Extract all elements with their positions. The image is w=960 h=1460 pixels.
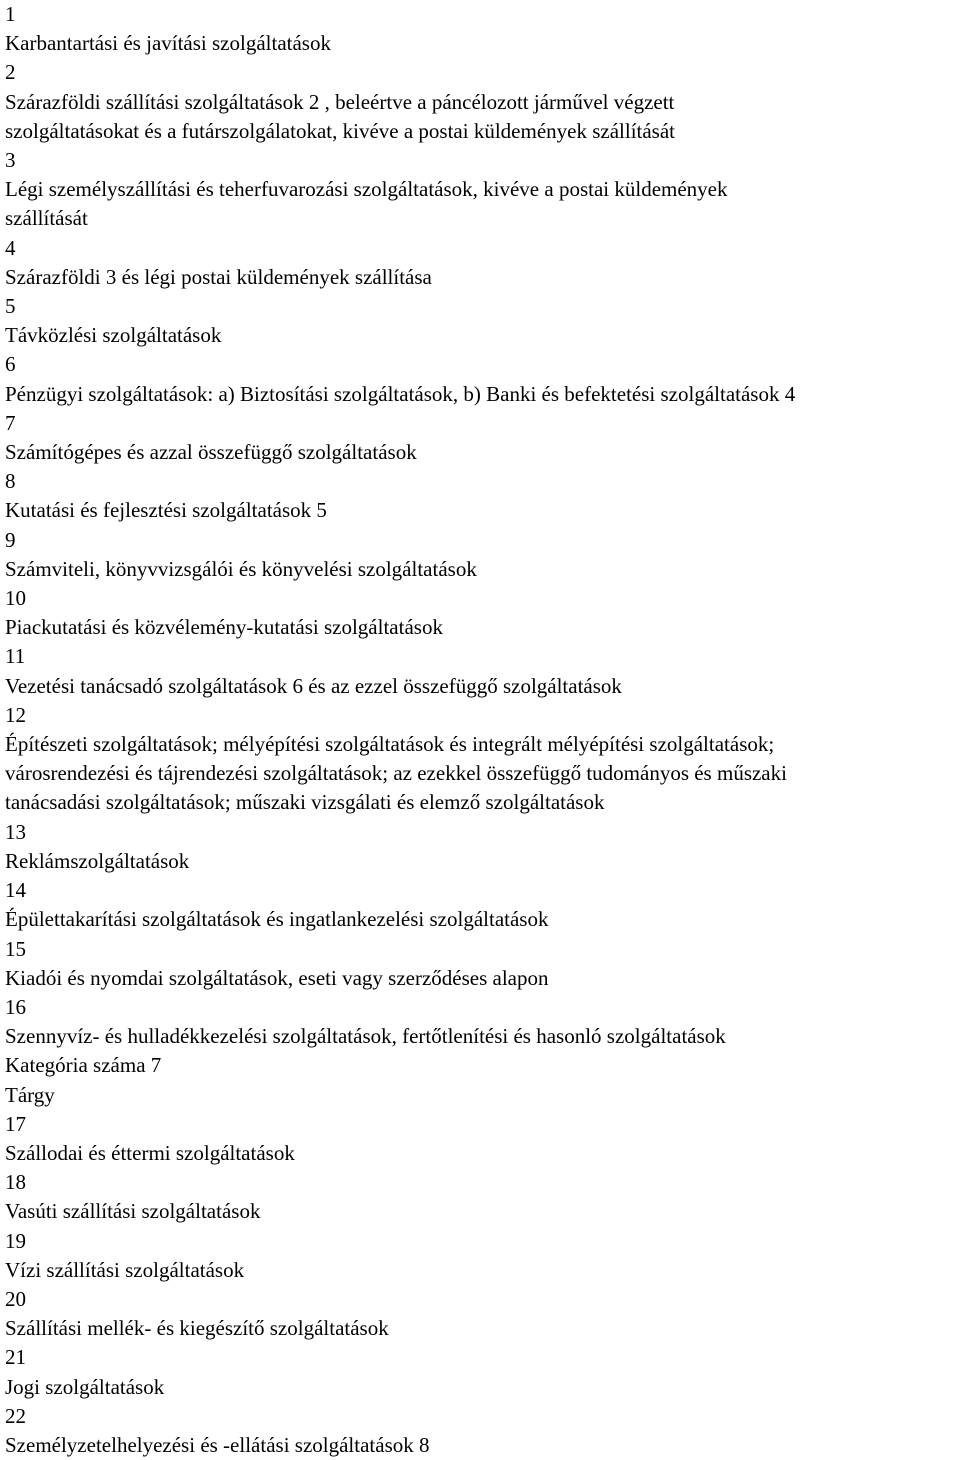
- item-text: Számítógépes és azzal összefüggő szolgáltatások: [5, 440, 417, 465]
- item-number: 17: [5, 1111, 26, 1136]
- list-item: [5, 1227, 960, 1285]
- list-item: [5, 584, 960, 642]
- item-text: városrendezési és tájrendezési szolgáltatások; az ezekkel összefüggő tudományos és műszaki: [5, 761, 787, 786]
- item-number: 8: [5, 469, 16, 494]
- list-item: [5, 701, 960, 818]
- item-text: Szállodai és éttermi szolgáltatások: [5, 1140, 295, 1165]
- item-number: 10: [5, 586, 26, 611]
- list-item: [5, 1110, 960, 1168]
- item-text: tanácsadási szolgáltatások; műszaki vizsgálati és elemző szolgáltatások: [5, 790, 605, 815]
- list-item: [5, 993, 960, 1051]
- item-number: 15: [5, 936, 26, 961]
- list-item: [5, 1285, 960, 1343]
- item-number: 7: [5, 410, 16, 435]
- item-number: 1: [5, 2, 16, 26]
- list-item: [5, 292, 960, 350]
- item-text: Távközlési szolgáltatások: [5, 323, 222, 348]
- category-number-label: Kategória száma 7: [5, 1053, 162, 1078]
- list-item: [5, 350, 960, 408]
- item-text: Piackutatási és közvélemény-kutatási szolgáltatások: [5, 615, 443, 640]
- service-category-list: [5, 0, 960, 1051]
- item-text: Szárazföldi szállítási szolgáltatások 2 , beleértve a páncélozott járművel végzett: [5, 89, 675, 114]
- item-number: 12: [5, 702, 26, 727]
- item-text: Épülettakarítási szolgáltatások és ingatlankezelési szolgáltatások: [5, 907, 549, 932]
- item-text: Reklámszolgáltatások: [5, 848, 190, 873]
- item-number: 11: [5, 644, 26, 669]
- item-number: 16: [5, 994, 26, 1019]
- item-number: 5: [5, 294, 16, 319]
- list-item: [5, 1343, 960, 1401]
- list-item: [5, 467, 960, 525]
- item-number: 4: [5, 235, 16, 260]
- list-item: [5, 58, 960, 146]
- category-header: [5, 1051, 960, 1109]
- item-number: 22: [5, 1403, 26, 1428]
- item-text: szállítását: [5, 206, 88, 231]
- item-number: 3: [5, 148, 16, 173]
- subject-label: Tárgy: [5, 1082, 55, 1107]
- item-number: 2: [5, 60, 16, 85]
- list-item: [5, 1402, 960, 1460]
- item-text: Karbantartási és javítási szolgáltatások: [5, 31, 331, 56]
- item-text: Építészeti szolgáltatások; mélyépítési szolgáltatások és integrált mélyépítési szolgáltatások;: [5, 732, 775, 757]
- item-text: Vízi szállítási szolgáltatások: [5, 1257, 245, 1282]
- item-text: Kiadói és nyomdai szolgáltatások, eseti vagy szerződéses alapon: [5, 965, 549, 990]
- item-text: Szennyvíz- és hulladékkezelési szolgáltatások, fertőtlenítési és hasonló szolgáltatások: [5, 1024, 726, 1049]
- item-number: 21: [5, 1345, 26, 1370]
- list-item: [5, 409, 960, 467]
- item-number: 19: [5, 1228, 26, 1253]
- list-item: [5, 0, 960, 58]
- list-item: [5, 234, 960, 292]
- item-text: Személyzetelhelyezési és -ellátási szolgáltatások 8: [5, 1432, 430, 1457]
- item-text: Jogi szolgáltatások: [5, 1374, 165, 1399]
- list-item: [5, 818, 960, 876]
- item-text: Számviteli, könyvvizsgálói és könyvelési szolgáltatások: [5, 556, 477, 581]
- item-text: Pénzügyi szolgáltatások: a) Biztosítási szolgáltatások, b) Banki és befektetési szolgáltatások 4: [5, 381, 796, 406]
- item-text: Szállítási mellék- és kiegészítő szolgáltatások: [5, 1316, 389, 1341]
- list-item: [5, 146, 960, 234]
- item-number: 18: [5, 1170, 26, 1195]
- item-number: 13: [5, 819, 26, 844]
- list-item: [5, 1168, 960, 1226]
- list-item: [5, 935, 960, 993]
- list-item: [5, 642, 960, 700]
- service-category-list-2: [5, 1110, 960, 1460]
- item-text: Vasúti szállítási szolgáltatások: [5, 1199, 261, 1224]
- item-text: Szárazföldi 3 és légi postai küldemények szállítása: [5, 264, 432, 289]
- item-number: 9: [5, 527, 16, 552]
- item-text: Vezetési tanácsadó szolgáltatások 6 és az ezzel összefüggő szolgáltatások: [5, 673, 622, 698]
- item-text: Kutatási és fejlesztési szolgáltatások 5: [5, 498, 327, 523]
- item-number: 6: [5, 352, 16, 377]
- item-text: Légi személyszállítási és teherfuvarozási szolgáltatások, kivéve a postai küldemények: [5, 177, 728, 202]
- list-item: [5, 526, 960, 584]
- item-text: szolgáltatásokat és a futárszolgálatokat, kivéve a postai küldemények szállítását: [5, 118, 676, 143]
- item-number: 20: [5, 1286, 26, 1311]
- item-number: 14: [5, 878, 26, 903]
- list-item: [5, 876, 960, 934]
